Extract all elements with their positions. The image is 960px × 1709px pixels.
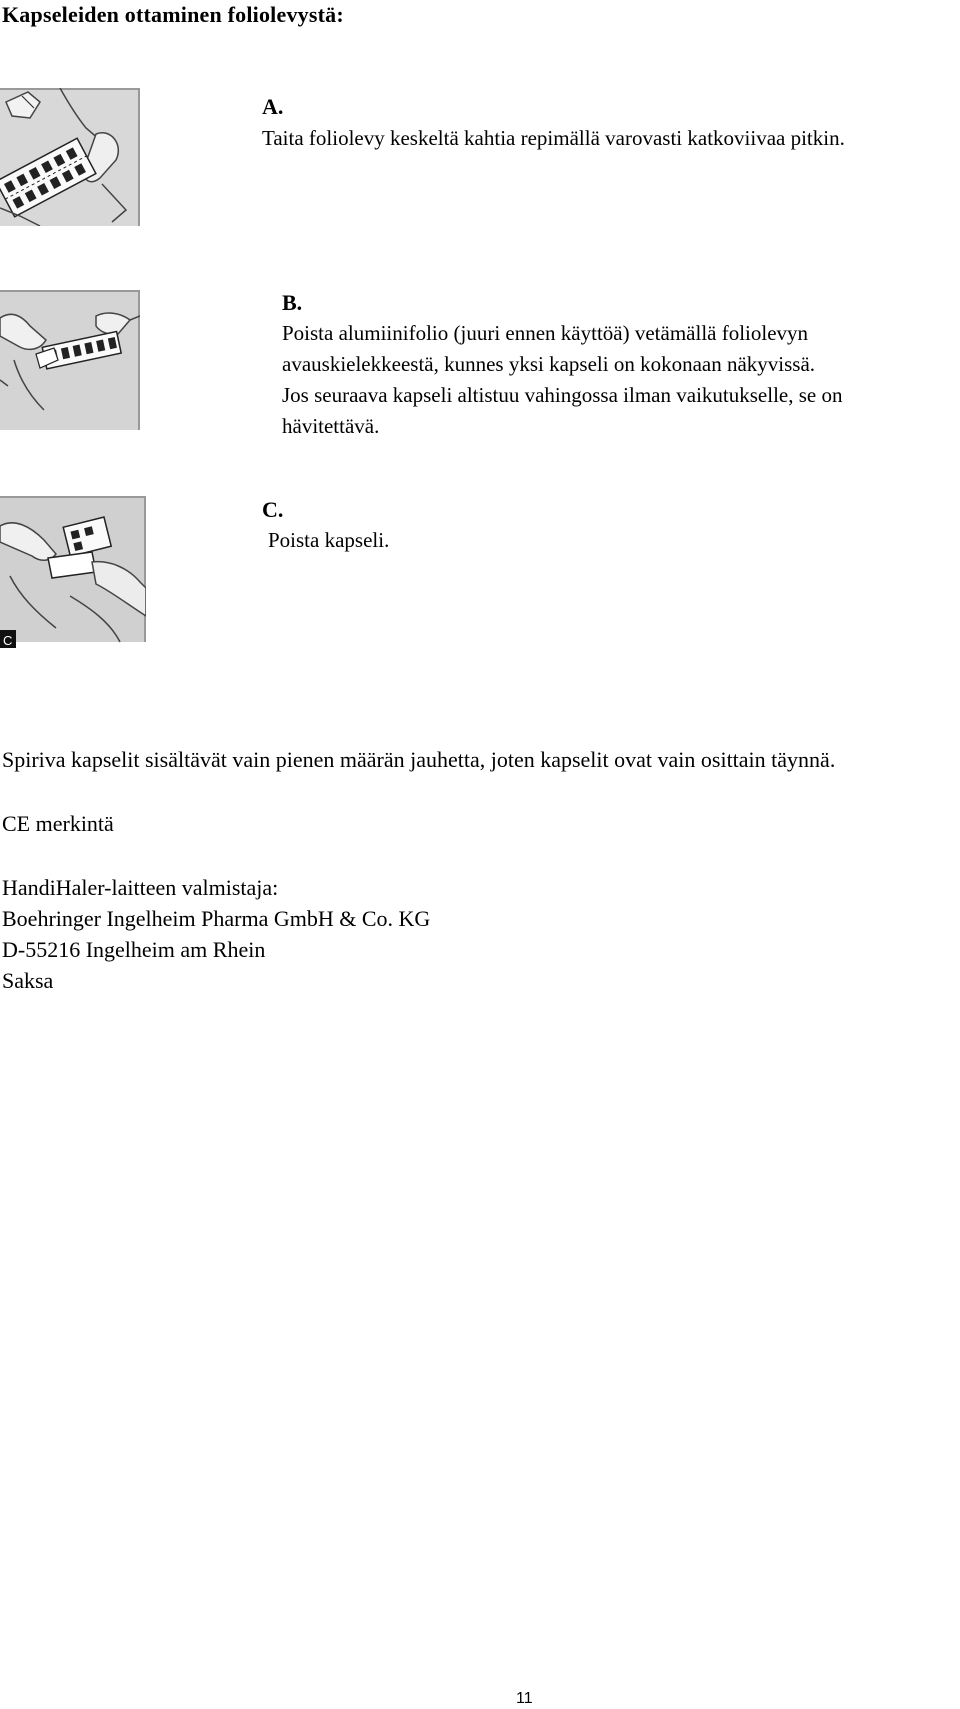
folding-blister-strip-illustration	[0, 88, 140, 226]
manufacturer-label: HandiHaler-laitteen valmistaja:	[2, 875, 279, 900]
step-b-line: hävitettävä.	[282, 414, 380, 438]
peeling-foil-illustration	[0, 290, 140, 430]
page-number: 11	[516, 1690, 533, 1707]
step-a-label: A.	[262, 94, 284, 119]
step-c-text: Poista kapseli.	[268, 528, 390, 552]
step-b-label: B.	[282, 290, 303, 315]
step-c-label: C.	[262, 497, 284, 522]
manufacturer-address: D-55216 Ingelheim am Rhein	[2, 937, 266, 962]
capsule-note: Spiriva kapselit sisältävät vain pienen määrän jauhetta, joten kapselit ovat vain osittain täynnä.	[2, 747, 836, 772]
ce-mark-text: CE merkintä	[2, 811, 114, 836]
step-a-text: Taita foliolevy keskeltä kahtia repimällä varovasti katkoviivaa pitkin.	[262, 126, 845, 150]
step-b-line: Jos seuraava kapseli altistuu vahingossa ilman vaikutukselle, se on	[282, 383, 843, 407]
figure-tag-c: C	[3, 633, 13, 648]
step-b-line: Poista alumiinifolio (juuri ennen käyttöä) vetämällä foliolevyn	[282, 321, 809, 345]
step-b-line: avauskielekkeestä, kunnes yksi kapseli on kokonaan näkyvissä.	[282, 352, 816, 376]
manufacturer-name: Boehringer Ingelheim Pharma GmbH & Co. KG	[2, 906, 431, 931]
page-heading: Kapseleiden ottaminen foliolevystä:	[2, 2, 344, 27]
step-b-text	[282, 318, 842, 442]
removing-capsule-illustration	[0, 496, 146, 648]
manufacturer-country: Saksa	[2, 968, 54, 993]
